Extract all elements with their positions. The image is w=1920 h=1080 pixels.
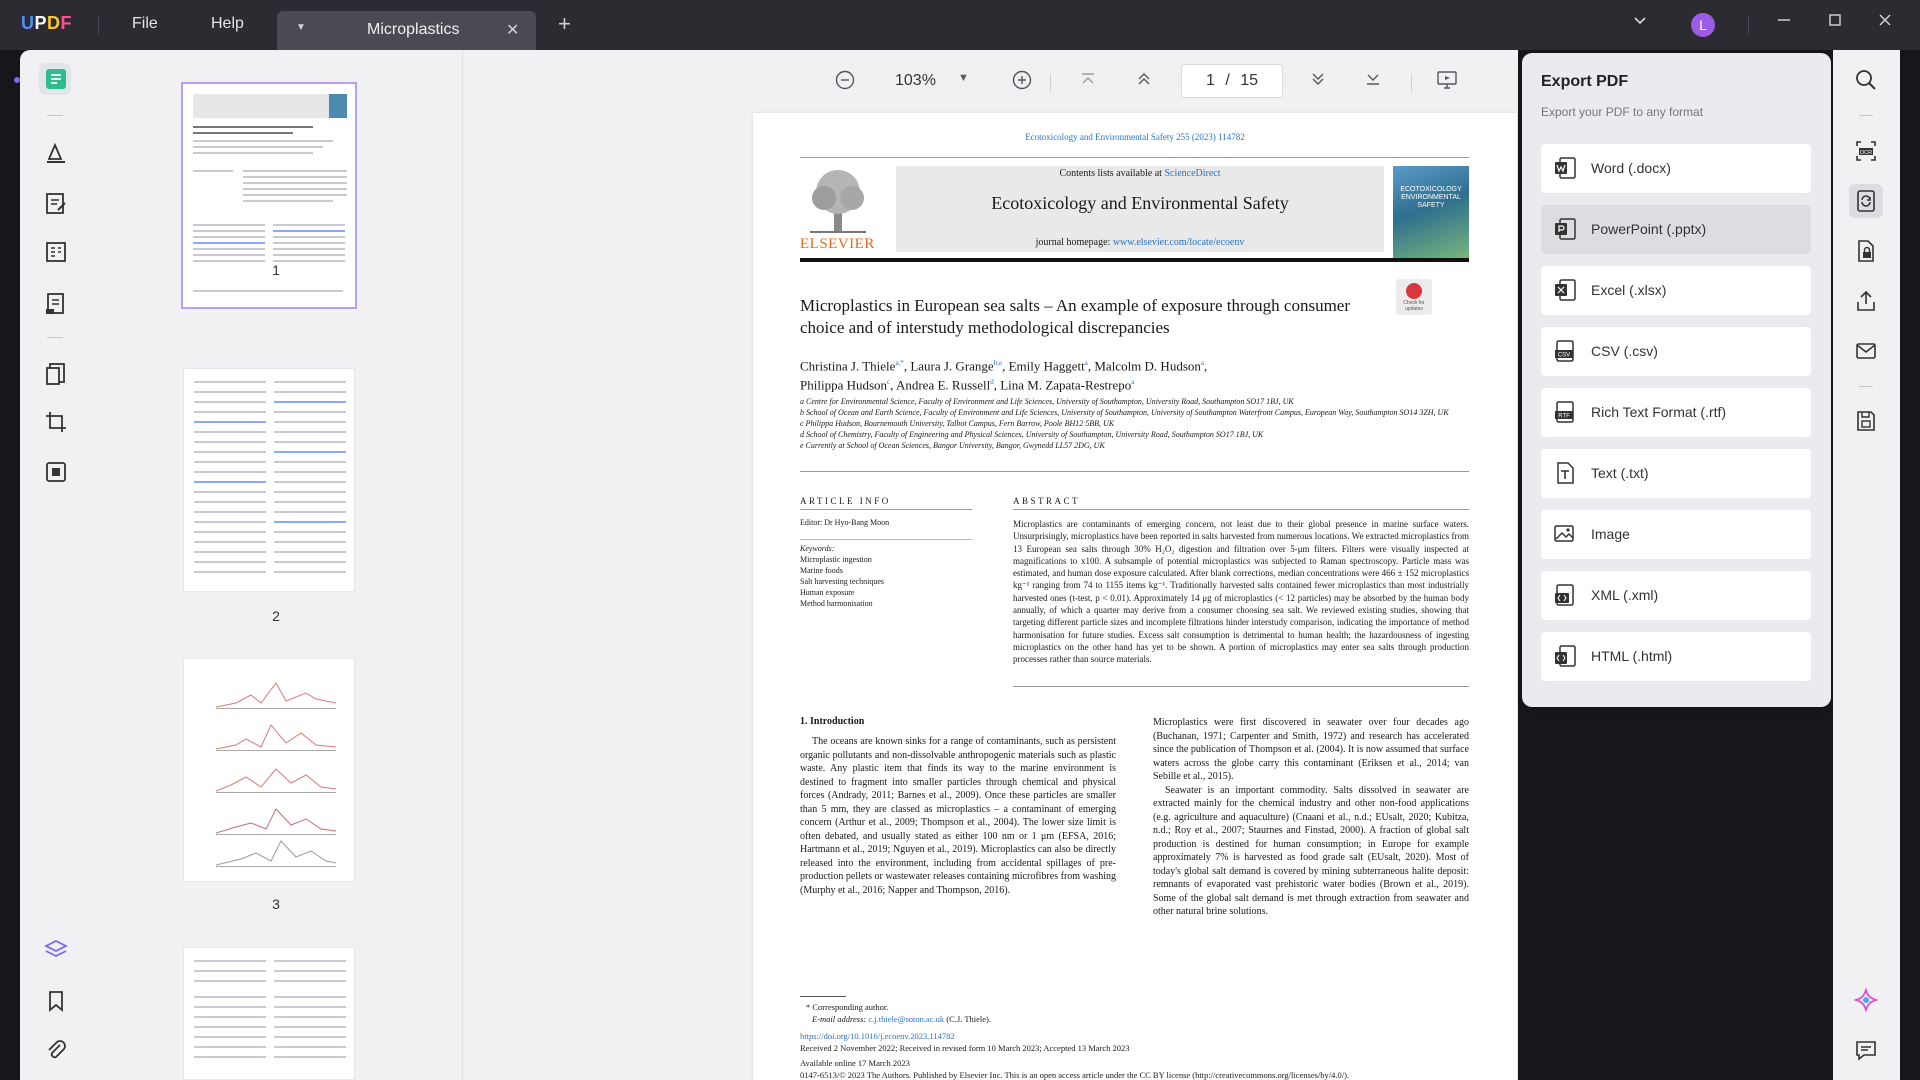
introduction-heading: 1. Introduction bbox=[800, 716, 865, 727]
divider bbox=[1050, 74, 1051, 92]
export-text-button[interactable] bbox=[1541, 449, 1811, 498]
received-dates: Received 2 November 2022; Received in revised form 10 March 2023; Accepted 13 March 2023 bbox=[800, 1043, 1130, 1053]
export-label: Rich Text Format (.rtf) bbox=[1591, 404, 1727, 420]
thumbnail-page-number: 1 bbox=[272, 262, 280, 278]
protect-document-icon[interactable] bbox=[1854, 239, 1878, 263]
divider bbox=[47, 115, 63, 116]
divider bbox=[1859, 115, 1873, 116]
user-avatar[interactable]: L bbox=[1691, 13, 1715, 37]
image-icon bbox=[1553, 522, 1577, 546]
email-label: E-mail address: bbox=[812, 1014, 869, 1024]
svg-text:OCR: OCR bbox=[1859, 149, 1873, 156]
introduction-column-1: The oceans are known sinks for a range of contaminants, such as persistent organic pollutants and non-dissolvable anthropogenic materials such as plastic waste. Any plastic item that finds its way to the marine environment is destined to fragment into smaller particles through chemical and physical forces (Andrady, 2011; Barnes et al., 2009). Once these particles are smaller than 5 mm, they are classed as microplastics – a contaminant of emerging concern (Arthur et al., 2009; Thompson et al., 2004). The lower size limit is often debated, and usually stated as either 100 nm or 1 μm (EFSA, 2016; Hartmann et al., 2019; Nguyen et al., 2019). Microplastics can also be directly released into the environment, including from accidental spillages of pre-production pellets or wastewater releases containing microfibres from washing (Murphy et al., 2016; Napper and Thompson, 2016). bbox=[800, 736, 1116, 896]
journal-name: Ecotoxicology and Environmental Safety bbox=[991, 193, 1289, 213]
search-icon[interactable] bbox=[1854, 68, 1878, 92]
sciencedirect-link[interactable]: ScienceDirect bbox=[1164, 168, 1221, 179]
layers-icon[interactable] bbox=[43, 937, 69, 963]
html-icon bbox=[1553, 644, 1577, 668]
editor-line: Editor: Dr Hyo-Bang Moon bbox=[800, 518, 890, 527]
author-affiliation-mark[interactable]: a bbox=[1084, 359, 1088, 367]
email-name: (C.J. Thiele). bbox=[944, 1014, 991, 1024]
left-tool-rail bbox=[20, 50, 89, 1080]
divider bbox=[1859, 386, 1873, 387]
new-tab-icon[interactable]: + bbox=[558, 11, 571, 36]
close-window-icon[interactable] bbox=[1877, 12, 1893, 33]
title-bar bbox=[0, 0, 1920, 50]
divider bbox=[1013, 509, 1469, 510]
protect-pdf-icon[interactable] bbox=[43, 459, 69, 485]
ai-assistant-icon[interactable] bbox=[1854, 988, 1878, 1012]
ocr-icon[interactable] bbox=[1854, 139, 1878, 163]
footnotes bbox=[800, 1001, 1469, 1080]
rtf-icon bbox=[1553, 400, 1577, 424]
author-name: Malcolm D. Hudson bbox=[1094, 358, 1201, 374]
page-tools-icon[interactable] bbox=[43, 361, 69, 387]
last-page-icon[interactable] bbox=[1364, 70, 1382, 93]
export-powerpoint-button[interactable] bbox=[1541, 205, 1811, 254]
author-affiliation-mark[interactable]: b,e bbox=[993, 359, 1003, 367]
contents-prefix: Contents lists available at bbox=[1059, 168, 1165, 179]
journal-homepage bbox=[896, 237, 1384, 248]
author-list: Christina J. Thiele$^{a,*}$, Laura J. Grange$^{b,e}$, Emily Haggett$^a$, Malcolm D. Hudson$^a$, Philippa Hudson$^c$, Andrea E. Russell$^d$, Lina M. Zapata-Restrepo$^a$ bbox=[800, 358, 1208, 393]
zoom-out-icon[interactable] bbox=[835, 70, 855, 95]
export-label: Word (.docx) bbox=[1591, 160, 1671, 176]
crop-page-icon[interactable] bbox=[43, 409, 69, 435]
author-affiliation-mark[interactable]: a,* bbox=[895, 359, 904, 367]
page-thumbnail-3[interactable] bbox=[183, 658, 355, 882]
export-label: XML (.xml) bbox=[1591, 587, 1659, 603]
export-label: CSV (.csv) bbox=[1591, 343, 1658, 359]
author-affiliation-mark[interactable]: a bbox=[1131, 378, 1135, 387]
powerpoint-icon bbox=[1553, 217, 1577, 241]
document-tab[interactable] bbox=[277, 11, 536, 50]
pdf-page bbox=[753, 113, 1517, 1080]
next-page-icon[interactable] bbox=[1309, 70, 1327, 93]
author-name: Emily Haggett bbox=[1008, 358, 1085, 374]
previous-page-icon[interactable] bbox=[1135, 70, 1153, 93]
minimize-icon[interactable] bbox=[1776, 12, 1792, 33]
keyword: Human exposure bbox=[800, 588, 855, 597]
window-border bbox=[1900, 50, 1920, 1080]
check-updates-label: Check for updates bbox=[1403, 300, 1425, 312]
divider bbox=[1013, 686, 1469, 687]
total-pages: 15 bbox=[1240, 72, 1259, 89]
right-tool-rail bbox=[1833, 50, 1900, 1080]
affiliation-line: b School of Ocean and Earth Science, Faculty of Environment and Life Sciences, University of Southampton, University of Southampton Waterfront Campus, European Way, Southampton SO14 3ZH, UK bbox=[800, 408, 1449, 417]
email-link[interactable]: c.j.thiele@soton.ac.uk bbox=[868, 1014, 945, 1024]
check-updates-icon bbox=[1406, 283, 1422, 299]
journal-cover-image bbox=[1393, 166, 1469, 260]
page-number-box[interactable] bbox=[1181, 64, 1283, 98]
tab-close-icon[interactable]: ✕ bbox=[506, 22, 520, 39]
export-label: PowerPoint (.pptx) bbox=[1591, 221, 1707, 237]
comment-tool-icon[interactable] bbox=[43, 139, 69, 165]
convert-pdf-icon[interactable] bbox=[1854, 189, 1878, 213]
export-label: Image bbox=[1591, 526, 1630, 542]
updf-logo[interactable]: UPDF bbox=[21, 13, 73, 33]
export-xml-button[interactable] bbox=[1541, 571, 1811, 620]
introduction-column-2 bbox=[1153, 716, 1469, 919]
attachment-icon[interactable] bbox=[43, 1037, 69, 1063]
divider bbox=[47, 337, 63, 338]
export-excel-button[interactable] bbox=[1541, 266, 1811, 315]
export-panel-subtitle: Export your PDF to any format bbox=[1541, 105, 1704, 119]
text-icon bbox=[1553, 461, 1577, 485]
journal-reference[interactable]: Ecotoxicology and Environmental Safety 255 (2023) 114782 bbox=[1025, 132, 1245, 142]
author-affiliation-mark[interactable]: c bbox=[887, 378, 891, 387]
word-icon bbox=[1553, 156, 1577, 180]
divider bbox=[98, 16, 99, 34]
divider bbox=[800, 509, 972, 510]
footnote-divider bbox=[800, 996, 846, 997]
organize-pages-icon[interactable] bbox=[43, 290, 69, 316]
export-label: HTML (.html) bbox=[1591, 648, 1673, 664]
zoom-dropdown-icon[interactable]: ▼ bbox=[958, 72, 969, 84]
keyword: Microplastic ingestion bbox=[800, 555, 872, 564]
presentation-mode-icon[interactable] bbox=[1436, 70, 1458, 95]
divider bbox=[800, 539, 972, 540]
keyword: Method harmonisation bbox=[800, 599, 873, 608]
viewer-toolbar bbox=[463, 50, 1518, 114]
tab-title: Microplastics bbox=[367, 21, 460, 38]
cover-text: ECOTOXICOLOGY ENVIRONMENTAL SAFETY bbox=[1400, 186, 1462, 209]
author-name: Andrea E. Russell bbox=[895, 377, 991, 393]
keyword: Marine foods bbox=[800, 566, 843, 575]
affiliation-line: d School of Chemistry, Faculty of Engineering and Physical Sciences, University of Southampton, University Road, Southampton SO17 1BJ, UK bbox=[800, 430, 1264, 439]
page-separator: / bbox=[1225, 72, 1230, 89]
export-rtf-button[interactable] bbox=[1541, 388, 1811, 437]
author-name: Lina M. Zapata-Restrepo bbox=[1000, 377, 1132, 393]
elsevier-logo: ELSEVIER bbox=[800, 236, 875, 252]
edit-pdf-icon[interactable] bbox=[43, 190, 69, 216]
export-pdf-panel bbox=[1522, 53, 1831, 707]
paragraph: Microplastics were first discovered in seawater over four decades ago (Buchanan, 1971; Carpenter and Smith, 1972) and research has accelerated since the publication of Thompson et al. (2004). It is now assumed that surface waters across the globe carry this contaminant (Eriksen et al., 2014; van Sebille et al., 2015). bbox=[1153, 717, 1469, 782]
divider bbox=[1411, 74, 1412, 92]
document-viewport bbox=[463, 50, 1518, 1080]
current-page[interactable]: 1 bbox=[1205, 72, 1215, 89]
paragraph: Seawater is an important commodity. Salts dissolved in seawater are extracted mainly for the chemical industry and other non-food applications (e.g. agriculture and aquaculture) (Cnaani et al., n.d.; EUsalt, 2020; Kubitza, n.d.; Roy et al., 2007; Staurnes and Finstad, 2000). A fraction of global salt production is destined for human consumption; in Europe for example approximately 7% is harvested as food grade salt (EUsalt, 2020). Most of today's global salt demand is covered by mining subterraneous halite deposit: remnants of evaporated vast prehistoric water bodies (Brown et al., 2019). Some of the global salt demand is met through extraction from seawater and other natural brine solutions. bbox=[1153, 784, 1469, 917]
svg-text:RTF: RTF bbox=[1558, 413, 1570, 420]
affiliation-line: e Currently at School of Ocean Sciences, Bangor University, Bangor, Gwynedd LL57 2DG, UK bbox=[800, 441, 1105, 450]
elsevier-tree-logo bbox=[800, 166, 876, 236]
author-name: Philippa Hudson bbox=[800, 377, 888, 393]
affiliation-line: c Philippa Hudson, Bournemouth University, Talbot Campus, Fern Barrow, Poole BH12 5BB, UK bbox=[800, 419, 1115, 428]
export-csv-button[interactable] bbox=[1541, 327, 1811, 376]
author-affiliation-mark[interactable]: d bbox=[990, 378, 994, 387]
share-icon[interactable] bbox=[1854, 289, 1878, 313]
article-title: Microplastics in European sea salts – An example of exposure through consumer choice and of interstudy methodological discrepancies bbox=[800, 296, 1351, 337]
export-word-button[interactable] bbox=[1541, 144, 1811, 193]
svg-text:CSV: CSV bbox=[1557, 352, 1571, 359]
thumbnail-page-number: 2 bbox=[272, 608, 280, 624]
keywords bbox=[800, 543, 884, 609]
page-thumbnail-4[interactable] bbox=[183, 947, 355, 1080]
reader-mode-icon[interactable] bbox=[43, 66, 69, 92]
available-online: Available online 17 March 2023 bbox=[800, 1058, 910, 1068]
divider bbox=[800, 471, 1469, 472]
divider bbox=[1748, 16, 1749, 34]
zoom-in-icon[interactable] bbox=[1012, 70, 1032, 95]
article-info-heading: ARTICLE INFO bbox=[800, 496, 891, 506]
doi-link[interactable]: https://doi.org/10.1016/j.ecoenv.2023.114782 bbox=[800, 1031, 955, 1041]
tab-dropdown-icon[interactable]: ▼ bbox=[296, 22, 306, 33]
homepage-prefix: journal homepage: bbox=[1035, 237, 1113, 248]
email-line bbox=[800, 1013, 1469, 1025]
author-name: Christina J. Thiele bbox=[800, 358, 896, 374]
comments-panel-icon[interactable] bbox=[1854, 1038, 1878, 1062]
affiliations bbox=[800, 396, 1469, 451]
export-image-button[interactable] bbox=[1541, 510, 1811, 559]
excel-icon bbox=[1553, 278, 1577, 302]
author-affiliation-mark[interactable]: a bbox=[1200, 359, 1204, 367]
chevron-down-icon[interactable] bbox=[1632, 12, 1648, 33]
abstract-heading: ABSTRACT bbox=[1013, 496, 1081, 506]
bookmark-icon[interactable] bbox=[43, 988, 69, 1014]
zoom-level[interactable]: 103% bbox=[895, 72, 936, 89]
thumbnail-page-number: 3 bbox=[272, 896, 280, 912]
divider bbox=[800, 258, 1469, 262]
keywords-label: Keywords: bbox=[800, 544, 835, 553]
author-name: Laura J. Grange bbox=[910, 358, 994, 374]
thumbnail-panel bbox=[89, 50, 463, 1080]
email-icon[interactable] bbox=[1854, 339, 1878, 363]
copyright-line: 0147-6513/© 2023 The Authors. Published by Elsevier Inc. This is an open access article under the CC BY license (http://creativecommons.org/licenses/by/4.0/). bbox=[800, 1070, 1350, 1080]
csv-icon bbox=[1553, 339, 1577, 363]
divider bbox=[800, 157, 1469, 158]
export-label: Excel (.xlsx) bbox=[1591, 282, 1667, 298]
first-page-icon[interactable] bbox=[1079, 70, 1097, 93]
export-html-button[interactable] bbox=[1541, 632, 1811, 681]
xml-icon bbox=[1553, 583, 1577, 607]
affiliation-line: a Centre for Environmental Science, Faculty of Environment and Life Sciences, University of Southampton, University Road, Southampton SO17 1BJ, UK bbox=[800, 397, 1294, 406]
form-tool-icon[interactable] bbox=[43, 239, 69, 265]
menu-file[interactable]: File bbox=[132, 15, 158, 32]
export-label: Text (.txt) bbox=[1591, 465, 1649, 481]
abstract-text: Microplastics are contaminants of emerging concern, not least due to their global presence in marine surface waters. Unsurprisingly, microplastics have been reported in salts harvested from numerous locations. We extracted microplastics from 13 European sea salts through 30% H₂O₂ digestion and filtration over 5-μm filters. Filters were visually inspected at magnifications to x100. A subsample of potential microplastics was subjected to Raman spectroscopy. Particle mass was estimated, and human dose exposure calculated. After blank corrections, median concentrations were 466 ± 152 microplastics kg⁻¹ ranging from 74 to 1155 items kg⁻¹. Traditionally harvested salts contained fewer microplastics than most industrially harvested ones (t-test, p < 0.01). Approximately 14 μg of microplastics (< 12 particles) may be absorbed by the human body annually, of which a quarter may derive from a consumer choosing sea salt. We reviewed existing studies, showing that targeting different particle sizes and incomplete filtrations hinder interstudy comparison, indicating the importance of method harmonisation for future studies. Excess salt consumption is detrimental to human health; the hazardousness of ingesting microplastics on the other hand has yet to be shown. A portion of microplastics may enter sea salts through production processes rather than source materials. bbox=[1013, 519, 1469, 665]
contents-list bbox=[896, 168, 1384, 179]
save-as-icon[interactable] bbox=[1854, 409, 1878, 433]
menu-help[interactable]: Help bbox=[211, 15, 244, 32]
homepage-link[interactable]: www.elsevier.com/locate/ecoenv bbox=[1112, 237, 1245, 248]
maximize-icon[interactable] bbox=[1827, 12, 1843, 33]
corresponding-author-note: * Corresponding author. bbox=[806, 1002, 889, 1012]
export-panel-title: Export PDF bbox=[1541, 73, 1629, 90]
check-for-updates-badge[interactable] bbox=[1396, 279, 1432, 315]
keyword: Salt harvesting techniques bbox=[800, 577, 884, 586]
page-thumbnail-2[interactable] bbox=[183, 368, 355, 592]
